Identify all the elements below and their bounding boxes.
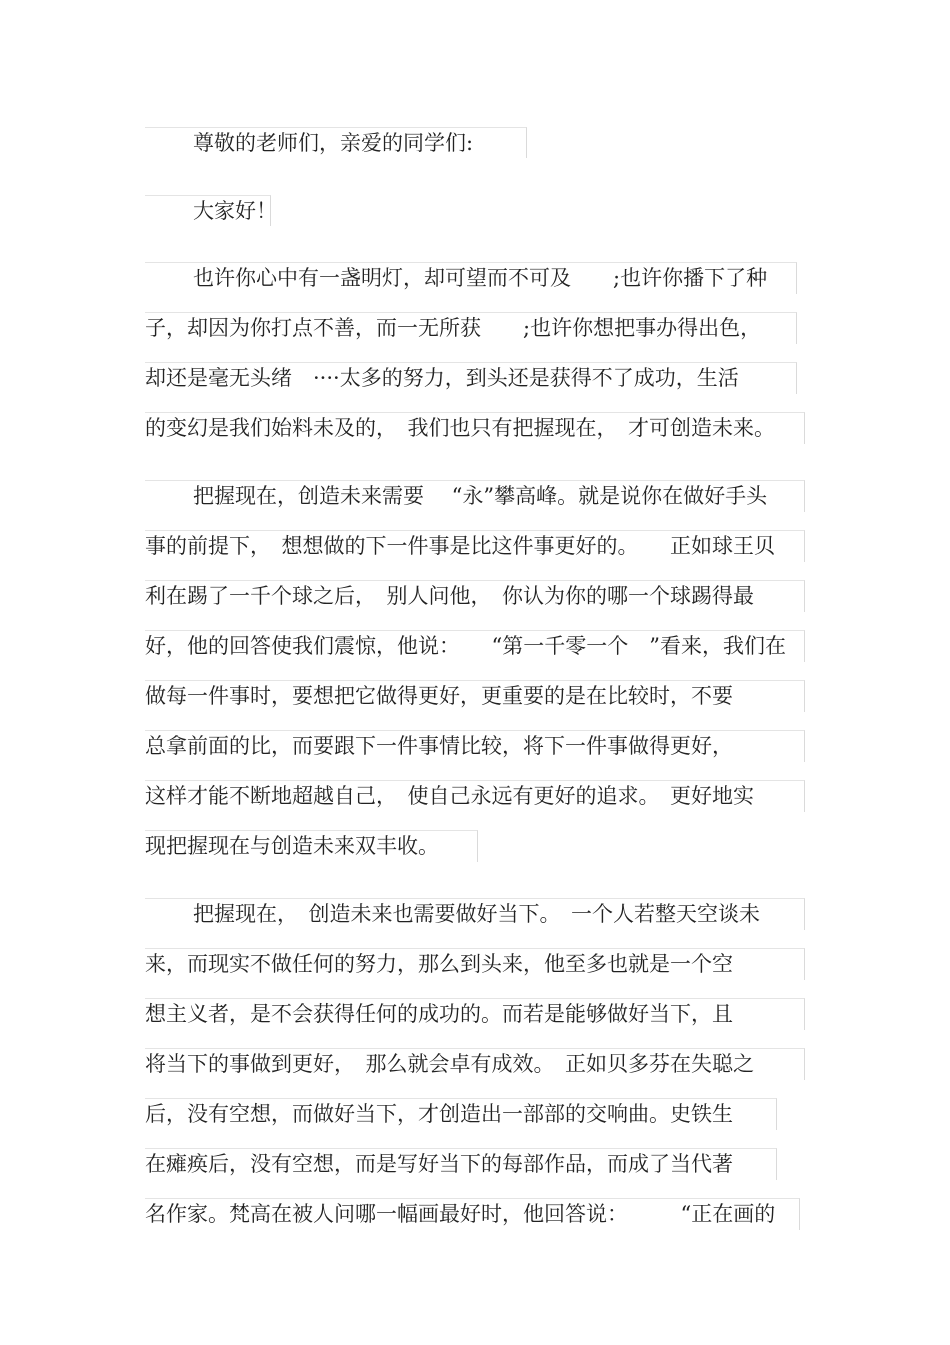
- paragraph-line: 来，而现实不做任何的努力，那么到头来，他至多也就是一个空: [145, 952, 733, 976]
- paragraph-line: 却还是毫无头绪 ····太多的努力，到头还是获得不了成功，生活: [145, 366, 739, 390]
- paragraph-line: 这样才能不断地超越自己， 使自己永远有更好的追求。 更好地实: [145, 784, 754, 808]
- paragraph-line: 现把握现在与创造未来双丰收。: [145, 834, 439, 858]
- hello-line: 大家好！: [193, 199, 277, 223]
- paragraph-line: 后，没有空想，而做好当下，才创造出一部部的交响曲。史铁生: [145, 1102, 733, 1126]
- paragraph-line: 利在踢了一千个球之后， 别人问他， 你认为你的哪一个球踢得最: [145, 584, 754, 608]
- paragraph-line: 也许你心中有一盏明灯，却可望而不可及 ;也许你播下了种: [193, 266, 768, 290]
- paragraph-line: 名作家。梵高在被人问哪一幅画最好时，他回答说： “正在画的: [145, 1202, 776, 1226]
- paragraph-line: 将当下的事做到更好， 那么就会卓有成效。 正如贝多芬在失聪之: [145, 1052, 754, 1076]
- paragraph-line: 在瘫痪后，没有空想，而是写好当下的每部作品，而成了当代著: [145, 1152, 733, 1176]
- paragraph-line: 想主义者，是不会获得任何的成功的。而若是能够做好当下，且: [145, 1002, 733, 1026]
- salutation: 尊敬的老师们，亲爱的同学们:: [193, 131, 474, 155]
- paragraph-line: 子，却因为你打点不善，而一无所获 ;也许你想把事办得出色，: [145, 316, 762, 340]
- paragraph-line: 事的前提下， 想想做的下一件事是比这件事更好的。 正如球王贝: [145, 534, 775, 558]
- paragraph-line: 把握现在， 创造未来也需要做好当下。 一个人若整天空谈未: [193, 902, 760, 926]
- paragraph-line: 把握现在，创造未来需要 “永”攀高峰。就是说你在做好手头: [193, 484, 768, 508]
- paragraph-line: 好，他的回答使我们震惊，他说： “第一千零一个 ”看来，我们在: [145, 634, 786, 658]
- paragraph-line: 的变幻是我们始料未及的， 我们也只有把握现在， 才可创造未来。: [145, 416, 775, 440]
- paragraph-line: 做每一件事时，要想把它做得更好，更重要的是在比较时，不要: [145, 684, 733, 708]
- paragraph-line: 总拿前面的比，而要跟下一件事情比较，将下一件事做得更好，: [145, 734, 733, 758]
